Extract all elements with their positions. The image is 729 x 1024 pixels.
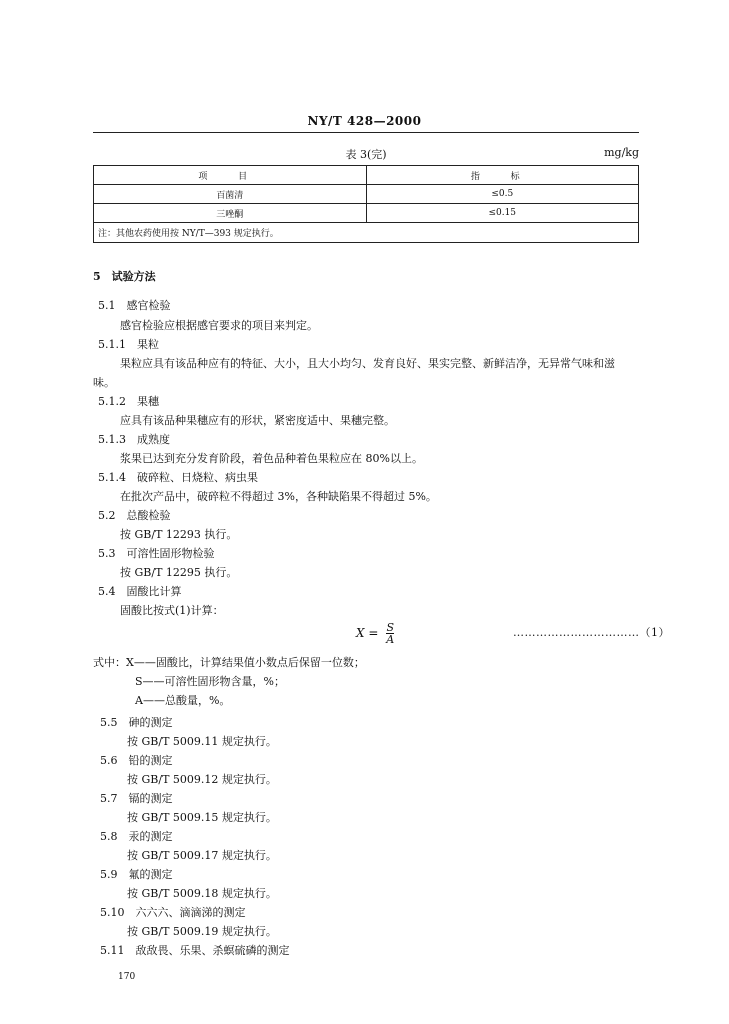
section-heading-5-6: 5.6 铅的测定 bbox=[100, 754, 173, 767]
formula-lhs: X = bbox=[356, 626, 379, 640]
table-header-row bbox=[94, 166, 639, 185]
section-heading-5-11: 5.11 敌敌畏、乐果、杀螟硫磷的测定 bbox=[100, 944, 290, 957]
section-heading-5-7: 5.7 镉的测定 bbox=[100, 792, 173, 805]
paragraph-5-8: 按 GB/T 5009.17 规定执行。 bbox=[127, 849, 277, 862]
paragraph-5-1-2: 应具有该品种果穗应有的形状，紧密度适中、果穗完整。 bbox=[120, 414, 395, 427]
section-heading-5-1-4: 5.1.4 破碎粒、日烧粒、病虫果 bbox=[98, 471, 258, 484]
column-header-limit: 指 标 bbox=[366, 166, 639, 185]
section-heading-5-1-3: 5.1.3 成熟度 bbox=[98, 433, 170, 446]
section-heading-5-1-1: 5.1.1 果粒 bbox=[98, 338, 159, 351]
where-a: A——总酸量，%。 bbox=[135, 694, 231, 707]
section-heading-5-4: 5.4 固酸比计算 bbox=[98, 585, 182, 598]
paragraph-5-1-1-cont: 味。 bbox=[93, 376, 115, 389]
table-cell-item: 三唑酮 bbox=[94, 204, 367, 223]
table-row bbox=[94, 185, 639, 204]
paragraph-5-3: 按 GB/T 12295 执行。 bbox=[120, 566, 238, 579]
formula-denominator: A bbox=[386, 633, 395, 646]
limits-table bbox=[93, 165, 639, 243]
section-heading-5-1-2: 5.1.2 果穗 bbox=[98, 395, 159, 408]
header-rule bbox=[93, 132, 639, 133]
section-heading-5-8: 5.8 汞的测定 bbox=[100, 830, 173, 843]
section-heading-5-10: 5.10 六六六、滴滴涕的测定 bbox=[100, 906, 246, 919]
formula-numerator: S bbox=[386, 621, 394, 634]
formula-1 bbox=[356, 622, 394, 645]
section-heading-5-3: 5.3 可溶性固形物检验 bbox=[98, 547, 215, 560]
table-cell-limit: ≤0.5 bbox=[366, 185, 639, 204]
where-x: 式中：X——固酸比，计算结果值小数点后保留一位数； bbox=[93, 656, 365, 669]
page-number: 170 bbox=[118, 972, 136, 982]
section-heading-5-1: 5.1 感官检验 bbox=[98, 299, 171, 312]
section-heading-5-9: 5.9 氟的测定 bbox=[100, 868, 173, 881]
table-row bbox=[94, 204, 639, 223]
column-header-item: 项 目 bbox=[94, 166, 367, 185]
standard-code-header: NY/T 428—2000 bbox=[307, 114, 422, 128]
table-cell-item: 百菌清 bbox=[94, 185, 367, 204]
paragraph-5-5: 按 GB/T 5009.11 规定执行。 bbox=[127, 735, 277, 748]
equation-number: ……………………………（1） bbox=[513, 626, 670, 639]
table-title: 表 3(完) bbox=[345, 148, 387, 161]
section-heading-5-2: 5.2 总酸检验 bbox=[98, 509, 171, 522]
table-note: 注：其他农药使用按 NY/T—393 规定执行。 bbox=[94, 223, 639, 243]
paragraph-5-1-1: 果粒应具有该品种应有的特征、大小，且大小均匀、发育良好、果实完整、新鲜洁净，无异常气味和滋 bbox=[120, 357, 615, 370]
paragraph-5-9: 按 GB/T 5009.18 规定执行。 bbox=[127, 887, 277, 900]
table-unit: mg/kg bbox=[604, 146, 639, 159]
section-heading-5: 5 试验方法 bbox=[93, 270, 156, 283]
paragraph-5-1-3: 浆果已达到充分发育阶段，着色品种着色果粒应在 80%以上。 bbox=[120, 452, 423, 465]
paragraph-5-6: 按 GB/T 5009.12 规定执行。 bbox=[127, 773, 277, 786]
paragraph-5-7: 按 GB/T 5009.15 规定执行。 bbox=[127, 811, 277, 824]
paragraph-5-1-4: 在批次产品中，破碎粒不得超过 3%，各种缺陷果不得超过 5%。 bbox=[120, 490, 437, 503]
formula-fraction bbox=[386, 622, 394, 645]
table-caption bbox=[93, 146, 639, 162]
table-note-row bbox=[94, 223, 639, 243]
section-heading-5-5: 5.5 砷的测定 bbox=[100, 716, 173, 729]
paragraph-5-10: 按 GB/T 5009.19 规定执行。 bbox=[127, 925, 277, 938]
table-cell-limit: ≤0.15 bbox=[366, 204, 639, 223]
where-s: S——可溶性固形物含量，%； bbox=[135, 675, 285, 688]
paragraph-5-4: 固酸比按式(1)计算： bbox=[120, 604, 224, 617]
paragraph-5-1: 感官检验应根据感官要求的项目来判定。 bbox=[120, 319, 318, 332]
paragraph-5-2: 按 GB/T 12293 执行。 bbox=[120, 528, 238, 541]
